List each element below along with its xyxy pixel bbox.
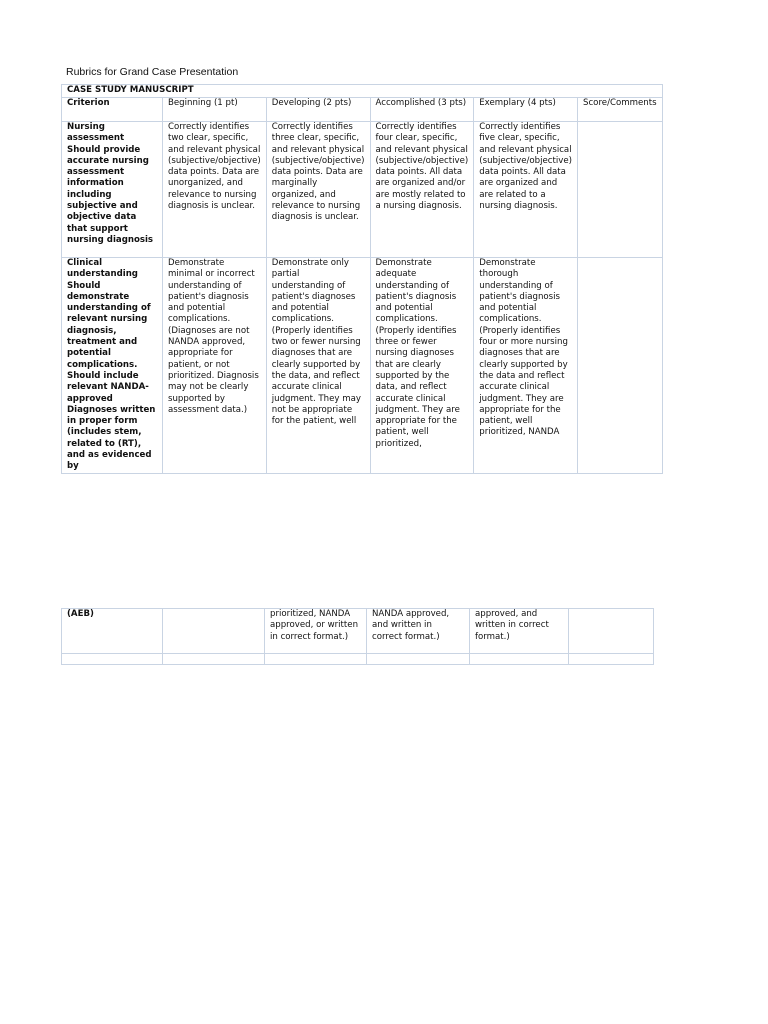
table-row bbox=[62, 609, 654, 654]
rubric-table bbox=[61, 84, 663, 474]
exemplary-cell: Correctly identifies five clear, specific, and relevant physical (subjective/objective) data points. All data are organized and are related to a nursing diagnosis. bbox=[474, 122, 578, 258]
accomplished-cell: NANDA approved, and written in correct format.) bbox=[367, 609, 470, 654]
header-row bbox=[62, 98, 663, 122]
exemplary-cell: Demonstrate thorough understanding of patient's diagnosis and potential complications. (Properly identifies four or more nursing diagnoses that are clearly supported by the data and reflect accurate clinical judgment. They are appropriate for the patient, well prioritized, NANDA bbox=[474, 258, 578, 474]
rubric-table-continued bbox=[61, 608, 654, 665]
criterion-cell: Clinical understanding Should demonstrate understanding of relevant nursing diagnosis, treatment and potential complications. Should include relevant NANDA-approved Diagnoses written in proper form (includes stem, related to (RT), and as evidenced by bbox=[62, 258, 163, 474]
beginning-cell: Correctly identifies two clear, specific, and relevant physical (subjective/objective) data points. Data are unorganized, and relevance to nursing diagnosis is unclear. bbox=[163, 122, 267, 258]
criterion-cell: (AEB) bbox=[62, 609, 163, 654]
accomplished-cell: Demonstrate adequate understanding of patient's diagnosis and potential complications. (Properly identifies three or fewer nursing diagnoses that are clearly supported by the data, and reflect accurate clinical judgment. They are appropriate for the patient, well prioritized, bbox=[370, 258, 474, 474]
header-beginning: Beginning (1 pt) bbox=[163, 98, 267, 122]
score-cell bbox=[569, 609, 654, 654]
table-title: CASE STUDY MANUSCRIPT bbox=[62, 85, 663, 98]
header-developing: Developing (2 pts) bbox=[266, 98, 370, 122]
header-exemplary: Exemplary (4 pts) bbox=[474, 98, 578, 122]
table-title-row bbox=[62, 85, 663, 98]
header-score-comments: Score/Comments bbox=[578, 98, 663, 122]
criterion-cell: Nursing assessment Should provide accurate nursing assessment information including subjective and objective data that support nursing diagnosis bbox=[62, 122, 163, 258]
developing-cell: Correctly identifies three clear, specific, and relevant physical (subjective/objective) data points. Data are marginally organized, and relevance to nursing diagnosis is unclear. bbox=[266, 122, 370, 258]
developing-cell: Demonstrate only partial understanding of patient's diagnoses and potential complications. (Properly identifies two or fewer nursing diagnoses that are clearly supported by the data, and reflect accurate clinical judgment. They may not be appropriate for the patient, well bbox=[266, 258, 370, 474]
empty-row bbox=[62, 654, 654, 665]
beginning-cell: Demonstrate minimal or incorrect understanding of patient's diagnosis and potential complications. (Diagnoses are not NANDA approved, appropriate for patient, or not prioritized. Diagnosis may not be clearly supported by assessment data.) bbox=[163, 258, 267, 474]
header-criterion: Criterion bbox=[62, 98, 163, 122]
exemplary-cell: approved, and written in correct format.) bbox=[470, 609, 569, 654]
score-cell bbox=[578, 258, 663, 474]
developing-cell: prioritized, NANDA approved, or written in correct format.) bbox=[265, 609, 367, 654]
table-row bbox=[62, 258, 663, 474]
accomplished-cell: Correctly identifies four clear, specific, and relevant physical (subjective/objective) data points. All data are organized and/or are mostly related to a nursing diagnosis. bbox=[370, 122, 474, 258]
score-cell bbox=[578, 122, 663, 258]
beginning-cell bbox=[163, 609, 265, 654]
page-heading: Rubrics for Grand Case Presentation bbox=[66, 66, 239, 78]
header-accomplished: Accomplished (3 pts) bbox=[370, 98, 474, 122]
table-row bbox=[62, 122, 663, 258]
